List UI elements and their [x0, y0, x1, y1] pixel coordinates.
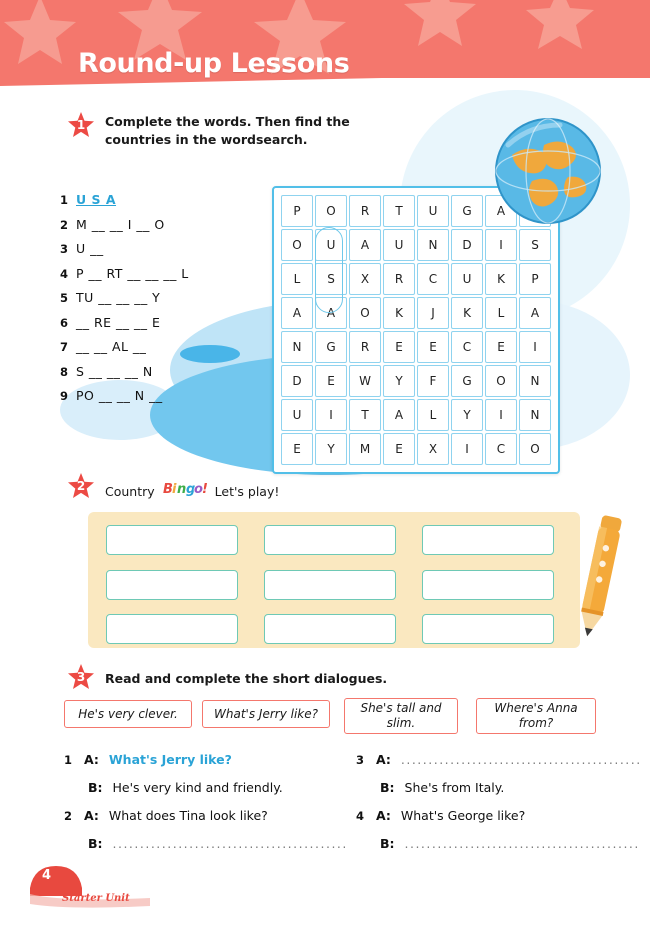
dialogue-answer-a[interactable]: What's Jerry like? — [108, 752, 232, 767]
svg-text:g: g — [185, 482, 195, 497]
dialogue-line-b — [88, 836, 348, 851]
exercise-3-number: 3 — [76, 670, 86, 684]
wordlist-item-number: 8 — [60, 364, 69, 379]
wordlist-item-word: U S A — [76, 192, 117, 207]
wordsearch-cell[interactable]: S — [315, 263, 347, 295]
wordsearch-cell[interactable]: P — [281, 195, 313, 227]
svg-text:n: n — [176, 482, 186, 497]
wordlist-item-word: TU __ __ __ Y — [76, 290, 161, 305]
wordsearch-cell[interactable]: I — [485, 399, 517, 431]
page-title: Round-up Lessons — [78, 48, 350, 79]
dialogue-speaker-b: B: — [380, 780, 395, 795]
dialogue-speaker-b: B: — [88, 836, 103, 851]
wordlist-item[interactable] — [60, 290, 230, 305]
wordsearch-row — [281, 399, 551, 431]
wordlist-item-number: 2 — [60, 217, 69, 232]
pen-icon — [572, 506, 628, 636]
dialogue-number: 4 — [356, 809, 365, 823]
wordlist-item-number: 3 — [60, 242, 69, 256]
wordsearch-cell[interactable]: C — [485, 433, 517, 465]
dialogue-answer-a[interactable]: What does Tina look like? — [108, 808, 268, 823]
wordlist-item[interactable] — [60, 241, 230, 256]
bingo-cell[interactable] — [106, 614, 238, 644]
bingo-cell[interactable] — [106, 570, 238, 600]
wordsearch-cell[interactable]: F — [417, 365, 449, 397]
bingo-cell[interactable] — [422, 570, 554, 600]
exercise-2-instruction-after: Let's play! — [214, 484, 280, 499]
svg-text:i: i — [171, 482, 177, 497]
wordsearch-cell[interactable]: L — [485, 297, 517, 329]
page-number: 4 — [42, 868, 52, 883]
wordsearch-cell[interactable]: X — [417, 433, 449, 465]
exercise-2-number-badge — [68, 473, 94, 499]
wordsearch-cell[interactable]: L — [281, 263, 313, 295]
wordsearch-cell[interactable]: O — [281, 229, 313, 261]
wordsearch-cell[interactable]: G — [315, 331, 347, 363]
wordlist-item[interactable] — [60, 192, 230, 207]
globe-icon — [492, 115, 604, 227]
wordsearch-cell[interactable]: U — [315, 229, 347, 261]
wordsearch-cell[interactable]: E — [315, 365, 347, 397]
dialogue-number: 3 — [356, 753, 365, 767]
wordsearch-cell[interactable]: S — [519, 229, 551, 261]
wordlist-item-number: 6 — [60, 315, 69, 330]
dialogue-line-b — [88, 780, 283, 795]
wordsearch-cell[interactable]: K — [451, 297, 483, 329]
wordsearch-cell[interactable]: E — [485, 331, 517, 363]
wordsearch-cell[interactable]: W — [349, 365, 381, 397]
wordlist-item-word: U __ — [76, 241, 104, 256]
dialogue-item — [64, 808, 268, 823]
wordlist-item-number: 7 — [60, 340, 69, 354]
wordsearch-row — [281, 263, 551, 295]
wordsearch-cell[interactable]: N — [417, 229, 449, 261]
wordsearch-cell[interactable]: T — [349, 399, 381, 431]
wordsearch-row — [281, 297, 551, 329]
wordlist-item-word: M __ __ I __ O — [76, 216, 165, 232]
wordlist-item[interactable] — [60, 315, 230, 330]
wordsearch-cell[interactable]: Y — [383, 365, 415, 397]
wordlist-item-number: 9 — [60, 389, 69, 403]
wordlist-item-word: PO __ __ N __ — [76, 388, 163, 403]
dialogue-line-b — [380, 836, 640, 851]
dialogue-number: 1 — [64, 753, 73, 767]
wordsearch-cell[interactable]: K — [383, 297, 415, 329]
dialogue-answer-b[interactable]: ........................................... — [112, 836, 348, 851]
svg-text:B: B — [162, 482, 173, 497]
wordsearch-cell[interactable]: E — [383, 433, 415, 465]
exercise-2-instruction-before: Country — [105, 484, 155, 499]
wordlist-item-word: P __ RT __ __ __ L — [76, 265, 189, 281]
wordlist-item-number: 4 — [60, 266, 69, 281]
dialogue-item — [64, 752, 232, 767]
bingo-cell[interactable] — [422, 614, 554, 644]
dialogue-speaker-a: A: — [376, 808, 391, 823]
wordsearch-cell[interactable]: A — [519, 297, 551, 329]
dialogue-item — [356, 752, 642, 767]
wordsearch-cell[interactable]: K — [485, 263, 517, 295]
wordsearch-grid[interactable] — [272, 186, 560, 474]
wordsearch-row — [281, 229, 551, 261]
wordlist-item[interactable] — [60, 217, 230, 232]
wordsearch-cell[interactable]: M — [349, 433, 381, 465]
dialogue-number: 2 — [64, 809, 73, 823]
page-header — [0, 0, 650, 96]
wordsearch-cell[interactable]: A — [485, 195, 517, 227]
dialogue-answer-b[interactable]: She's from Italy. — [404, 780, 505, 795]
wordsearch-cell[interactable]: D — [281, 365, 313, 397]
dialogue-answer-b[interactable]: He's very kind and friendly. — [112, 780, 283, 795]
wordsearch-cell[interactable]: R — [349, 331, 381, 363]
dialogue-line-b — [380, 780, 504, 795]
wordsearch-row — [281, 331, 551, 363]
wordlist-item[interactable] — [60, 364, 230, 379]
exercise-1-number-badge — [68, 112, 94, 138]
exercise-1-instruction: Complete the words. Then find the countries in the wordsearch. — [105, 114, 350, 148]
wordsearch-cell[interactable]: R — [383, 263, 415, 295]
phrase-card[interactable]: What's Jerry like? — [202, 700, 330, 728]
exercise-2-instruction — [105, 479, 279, 501]
wordsearch-cell[interactable]: U — [383, 229, 415, 261]
wordsearch-row — [281, 365, 551, 397]
wordsearch-cell[interactable]: N — [519, 399, 551, 431]
wordsearch-cell[interactable]: Y — [315, 433, 347, 465]
wordsearch-cell[interactable]: A — [349, 229, 381, 261]
wordsearch-cell[interactable]: A — [315, 297, 347, 329]
wordsearch-cell[interactable]: O — [519, 433, 551, 465]
wordsearch-cell[interactable]: C — [451, 331, 483, 363]
wordlist-item-number: 1 — [60, 193, 69, 207]
wordsearch-cell[interactable]: O — [485, 365, 517, 397]
dialogue-answer-b[interactable]: ........................................... — [404, 836, 640, 851]
wordlist-item[interactable] — [60, 339, 230, 354]
exercise-3-number-badge — [68, 664, 94, 690]
wordsearch-cell[interactable]: N — [519, 365, 551, 397]
dialogue-speaker-a: A: — [84, 752, 99, 767]
wordsearch-cell[interactable]: P — [519, 263, 551, 295]
wordsearch-cell[interactable]: O — [349, 297, 381, 329]
wordsearch-cell[interactable]: I — [451, 433, 483, 465]
wordsearch-row — [281, 433, 551, 465]
wordsearch-cell[interactable]: I — [485, 229, 517, 261]
wordsearch-cell[interactable]: I — [519, 331, 551, 363]
wordsearch-cell[interactable]: L — [417, 399, 449, 431]
dialogue-speaker-a: A: — [84, 808, 99, 823]
dialogue-answer-a[interactable]: ............................................ — [400, 752, 642, 767]
wordlist-item-number: 5 — [60, 291, 69, 305]
wordsearch-cell[interactable]: A — [281, 297, 313, 329]
phrase-card[interactable]: Where's Anna from? — [476, 698, 596, 734]
wordsearch-cell[interactable]: G — [451, 365, 483, 397]
wordlist-item-word: __ __ AL __ — [76, 339, 147, 354]
svg-text:o: o — [193, 482, 203, 497]
wordsearch-cell[interactable]: I — [315, 399, 347, 431]
wordsearch-cell[interactable]: G — [451, 195, 483, 227]
wordsearch-cell[interactable]: E — [417, 331, 449, 363]
bingo-cell[interactable] — [264, 614, 396, 644]
phrase-card[interactable]: He's very clever. — [64, 700, 192, 728]
wordsearch-cell[interactable]: X — [349, 263, 381, 295]
wordsearch-cell[interactable]: E — [281, 433, 313, 465]
wordsearch-cell[interactable]: U — [451, 263, 483, 295]
wordsearch-cell[interactable]: C — [417, 263, 449, 295]
wordsearch-cell[interactable]: R — [349, 195, 381, 227]
dialogue-speaker-a: A: — [376, 752, 391, 767]
wordsearch-cell[interactable]: Y — [451, 399, 483, 431]
wordsearch-cell[interactable]: N — [281, 331, 313, 363]
svg-text:!: ! — [201, 482, 208, 497]
dialogue-item — [356, 808, 525, 823]
wordsearch-cell[interactable]: U — [281, 399, 313, 431]
wordsearch-cell[interactable]: O — [315, 195, 347, 227]
wordlist-item-word: __ RE __ __ E — [76, 314, 161, 330]
dialogue-speaker-b: B: — [88, 780, 103, 795]
wordlist-item-word: S __ __ __ N — [76, 363, 153, 379]
footer-unit-label: Starter Unit — [62, 893, 130, 904]
exercise-2-number: 2 — [76, 479, 86, 493]
dialogue-answer-a[interactable]: What's George like? — [400, 808, 526, 823]
bingo-cell[interactable] — [264, 570, 396, 600]
wordsearch-cell[interactable]: D — [451, 229, 483, 261]
wordsearch-cell[interactable]: A — [383, 399, 415, 431]
wordlist-item[interactable] — [60, 388, 230, 403]
exercise-3-instruction: Read and complete the short dialogues. — [105, 671, 388, 686]
wordlist-item[interactable] — [60, 266, 230, 281]
wordsearch-cell[interactable]: E — [383, 331, 415, 363]
phrase-card[interactable]: She's tall and slim. — [344, 698, 458, 734]
wordsearch-cell[interactable]: U — [417, 195, 449, 227]
bingo-wordart — [162, 480, 208, 502]
exercise-1-number: 1 — [76, 118, 86, 132]
wordlist — [60, 192, 230, 413]
wordsearch-cell[interactable]: T — [383, 195, 415, 227]
wordsearch-cell[interactable]: J — [417, 297, 449, 329]
dialogue-speaker-b: B: — [380, 836, 395, 851]
bingo-cell[interactable] — [106, 525, 238, 555]
bingo-cell[interactable] — [264, 525, 396, 555]
bingo-cell[interactable] — [422, 525, 554, 555]
